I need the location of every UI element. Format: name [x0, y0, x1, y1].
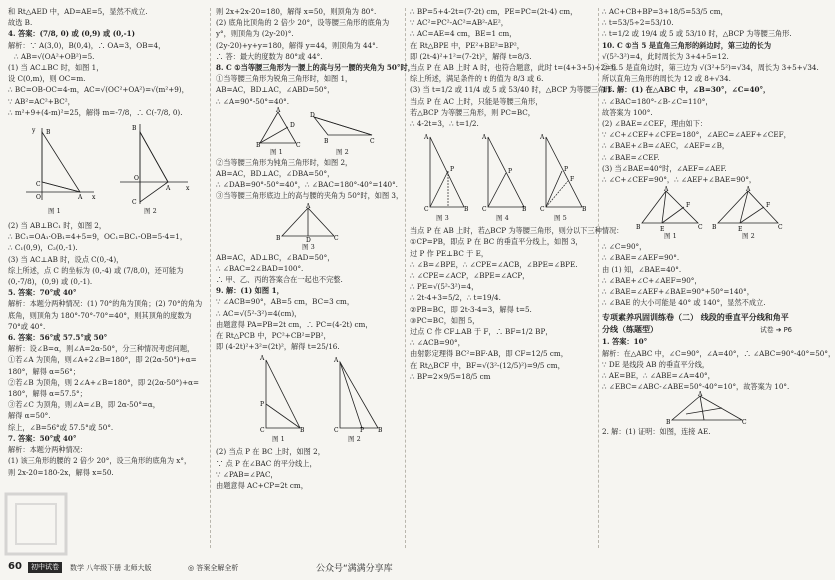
- text-line: ∴ ∠BAE=∠CEF.: [602, 152, 660, 162]
- triangle-figures: [216, 106, 402, 149]
- question-4-answer: 4. 答案：(7/8, 0) 或 (0,9) 或 (0,-1): [8, 29, 135, 39]
- text-line: ∴ ∠BAE=∠AEF=90°.: [602, 253, 680, 263]
- text-line: ∴ 4-2t=3，∴ t=1/2.: [410, 119, 479, 129]
- question-6-answer: 6. 答案：56°或 57.5°或 50°: [8, 333, 108, 343]
- text-line: (3) 当∠BAE=40°时，∠AEF=∠AEF.: [602, 163, 727, 173]
- text-line: 由题意得 PA=PB=2t cm，∴ PC=(4-2t) cm，: [216, 319, 373, 329]
- svg-text:x: x: [92, 194, 96, 202]
- text-line: 过点 C 作 CF⊥AB 于 F，∴ BF=1/2 BP，: [410, 327, 553, 337]
- text-line: AB=AC，BD⊥AC，∠ABD=50°，: [216, 85, 335, 95]
- text-line: y°，则顶角为 (2y-20)°.: [216, 29, 294, 39]
- text-line: ∴ ∠BAE=∠AEF+∠BAE=90°+50°=140°，: [602, 287, 754, 297]
- svg-text:B: B: [522, 206, 527, 214]
- svg-text:y: y: [32, 127, 36, 135]
- text-line: 当点 P 在 AC 上时，只能是等腰三角形，: [410, 96, 543, 106]
- question-11-answer: 11. 解：(1) 在△ABC 中，∠B=30°，∠C=40°，: [602, 85, 771, 95]
- svg-text:B: B: [712, 224, 717, 232]
- text-line: (2y-20)+y+y=180，解得 y=44，则顶角为 44°.: [216, 40, 379, 50]
- column-divider: [405, 8, 406, 548]
- svg-text:B: B: [378, 427, 383, 435]
- text-line: (0,-7/8)，(0,9) 或 (0,-1).: [8, 277, 93, 287]
- text-line: 所以直角三角形的周长为 12 或 8+√34.: [602, 74, 731, 84]
- column-3: [410, 6, 624, 554]
- text-line: ∵ ∠C+∠CEF+∠CFE=180°，∠AEC=∠AEF+∠CEF，: [602, 130, 791, 140]
- text-line: (1) 当 AC⊥BC 时，如图 1，: [8, 63, 104, 73]
- svg-text:A: A: [698, 391, 703, 399]
- text-line: ∴ ∠ACB=90°，: [410, 338, 465, 348]
- text-line: ∵ ∠PAB=∠PAC，: [216, 469, 278, 479]
- text-line: 和 Rt△AED 中，AD=AE=5，显然不成立.: [8, 7, 148, 16]
- text-line: ∴ 2t-4+3=5/2，∴ t=19/4.: [410, 293, 501, 303]
- wechat-watermark-text: 公众号“满满分享库: [316, 564, 393, 574]
- text-line: ∴ AC+CB+BP=3+18/5=53/5 cm，: [602, 7, 728, 16]
- text-line: ①CP=PB，即点 P 在 BC 的垂直平分线上，如图 3，: [410, 237, 583, 247]
- svg-text:P: P: [260, 401, 265, 409]
- text-line: ③若∠C 为顶角，则∠A=∠B，即 2α-50°=α，: [8, 400, 160, 410]
- text-line: 在 Rt△BPE 中，PE²+BE²=BP²，: [410, 40, 524, 50]
- text-line: ∴ ∠BAE+∠B=∠AEC，∠AEF=∠B，: [602, 141, 730, 151]
- corner-stamp-icon: [0, 488, 72, 560]
- svg-text:C: C: [778, 224, 783, 232]
- svg-text:A: A: [276, 106, 281, 114]
- column-divider: [210, 8, 211, 548]
- text-line: ∴ ∠BAC=2∠BAD=100°.: [216, 263, 304, 273]
- page-number: 60: [8, 561, 22, 572]
- section-ref: 试卷 ➔ P6: [759, 326, 792, 335]
- text-line: ∴ BP=5+4-2t=(7-2t) cm，PE=PC=(2t-4) cm，: [410, 7, 578, 16]
- text-line: 解析：本题分两种情况：: [8, 445, 88, 455]
- text-line: ②PB=BC，即 2t-3-4=3，解得 t=5.: [410, 304, 532, 314]
- text-line: ①若∠A 为顶角，则∠A+2∠B=180°，即 2(2α-50°)+α=: [8, 355, 197, 365]
- text-line: ∴ C₁(0,9)，C₂(0,-1).: [8, 243, 78, 253]
- text-line: ∴ ∠DAB=90°-50°=40°，∴ ∠BAC=180°-40°=140°.: [216, 180, 398, 190]
- text-line: ∴ AC=AE=4 cm，BE=1 cm，: [410, 29, 517, 39]
- text-line: ∴ ∠CPE=∠ACP，∠BPE=∠ACP，: [410, 271, 530, 281]
- svg-text:C: C: [36, 181, 41, 189]
- right-triangle-figures: [216, 354, 402, 434]
- svg-text:P: P: [360, 427, 365, 435]
- text-line: 解析：在△ABC 中，∠C=90°，∠A=40°，∴ ∠ABC=90°-40°=50°，: [602, 348, 835, 358]
- text-line: ∴ ∠EBC=∠ABC-∠ABE=50°-40°=10°，故答案为 10°.: [602, 382, 790, 392]
- text-line: ∴ ∠B=∠BPE，∴ ∠CPE=∠ACB，∠BPE=∠BPE.: [410, 259, 578, 269]
- text-line: ②当等腰三角形为钝角三角形时，如图 2，: [216, 157, 353, 167]
- text-line: 在 Rt△BCF 中，BF=√(3²-(12/5)²)=9/5 cm，: [410, 360, 565, 370]
- text-line: 综上所述，满足条件的 t 的值为 8/3 或 6.: [410, 74, 544, 84]
- text-line: ∴ ∠C=90°，: [602, 242, 647, 252]
- text-line: ∴ AB=√(OA²+OB²)=5.: [14, 51, 95, 61]
- svg-text:A: A: [664, 186, 669, 194]
- svg-text:C: C: [296, 141, 301, 149]
- text-line: 解析：设∠B=α，则∠A=2α-50°，分三种情况考虑问题，: [8, 344, 195, 354]
- question-5-answer: 5. 答案：70°或 40°: [8, 288, 77, 298]
- column-1: [8, 6, 204, 554]
- text-line: AB=AC，BD⊥AC，∠DBA=50°，: [216, 169, 335, 179]
- right-triangle-cases: [410, 131, 594, 213]
- text-line: (2) 当 AB⊥BC₁ 时，如图 2，: [8, 221, 107, 231]
- svg-text:D: D: [310, 111, 315, 119]
- svg-text:C: C: [334, 234, 339, 242]
- question-9-answer: 9. 解：(1) 如图 1，: [216, 286, 284, 296]
- text-line: (3) 当 AC⊥AB 时，设点 C(0,-4)，: [8, 254, 124, 264]
- isosceles-figure: [216, 204, 402, 242]
- text-line: ∴ t=53/5÷2=53/10.: [602, 18, 674, 28]
- text-line: 在 Rt△PCB 中，PC²+CB²=PB²，: [216, 331, 331, 341]
- text-line: ③PC=BC，如图 5，: [410, 315, 480, 325]
- text-line: ∴ BC₁=OA₁·OB₁=4+5=9，OC₁=BC₁-OB=5-4=1，: [8, 232, 188, 242]
- svg-text:C: C: [260, 427, 265, 435]
- text-line: (2) ∠BAE=∠CEF，理由如下：: [602, 119, 708, 129]
- text-line: 2. 解：(1) 证明：如图，连接 AE.: [602, 427, 711, 437]
- figure-caption: 图 4: [496, 214, 509, 223]
- figure-single: [216, 204, 402, 250]
- svg-text:A: A: [166, 185, 171, 193]
- text-line: 解析：本题分两种情况：(1) 70°的角为顶角；(2) 70°的角为: [8, 299, 203, 309]
- svg-text:C: C: [698, 224, 703, 232]
- text-line: ②若∠B 为顶角，则 2∠A+∠B=180°，即 2(2α-50°)+α=: [8, 377, 199, 387]
- text-line: 综上，∠B=56°或 57.5°或 50°.: [8, 422, 114, 432]
- svg-text:C: C: [424, 206, 429, 214]
- figure-pair: [8, 120, 204, 218]
- text-line: (2) 底角比顶角的 2 倍少 20°，设等腰三角形的底角为: [216, 18, 390, 28]
- svg-text:D: D: [290, 121, 295, 129]
- text-line: 即 (2t-4)²+1²=(7-2t)²，解得 t=8/3.: [410, 51, 532, 61]
- svg-text:D: D: [306, 236, 311, 244]
- text-line: 当点 P 在 AB 上时 A 时，也符合题意，此时 t=(4+3+5)÷2=6.: [410, 63, 619, 73]
- figure-pair: [602, 187, 792, 239]
- text-line: 综上所述，点 C 的坐标为 (0,-4) 或 (7/8,0)，还可能为: [8, 265, 184, 275]
- svg-text:B: B: [582, 206, 587, 214]
- triangle-efb-figures: [602, 186, 792, 234]
- svg-text:B: B: [256, 141, 261, 149]
- text-line: ∵ ∠ACB=90°，AB=5 cm，BC=3 cm，: [216, 297, 355, 307]
- section-title: [602, 312, 792, 336]
- column-4: [602, 6, 835, 554]
- svg-text:B: B: [276, 234, 281, 242]
- series-label: 数学 八年级下册 北师大版: [70, 564, 152, 572]
- figure-pair: [216, 106, 402, 156]
- svg-text:P: P: [564, 166, 569, 174]
- svg-text:E: E: [738, 226, 743, 234]
- svg-text:A: A: [260, 355, 265, 363]
- text-line: 180°，解得 α=57.5°；: [8, 389, 87, 399]
- text-line: AB=AC，AD⊥BC，∠BAD=50°，: [216, 252, 335, 262]
- column-2: [216, 6, 415, 554]
- text-line: 180°，解得 α=56°；: [8, 366, 80, 376]
- text-line: ∵ AC²=PC²-AC²=AB²-AE²，: [410, 18, 508, 28]
- text-line: ∴ ∠BAE 的大小可能是 40° 或 140°，显然不成立.: [602, 298, 766, 308]
- svg-text:C: C: [540, 206, 545, 214]
- text-line: ∴ 答：最大的度数为 80°或 44°.: [216, 51, 323, 61]
- svg-text:C: C: [132, 199, 137, 207]
- text-line: ∴ AC=√(5²-3²)=4(cm)，: [216, 308, 302, 318]
- text-line: ①当等腰三角形为锐角三角形时，如图 1，: [216, 74, 353, 84]
- section-title-line1: 专项素养巩固训练卷（二） 线段的垂直平分线和角平: [602, 313, 789, 323]
- svg-text:B: B: [300, 427, 305, 435]
- page-footer: [8, 560, 792, 576]
- figure-caption: 图 1: [270, 147, 283, 156]
- text-line: 过 P 作 PE⊥BC 于 E，: [410, 248, 489, 258]
- answer-label: ◎ 答案全解全析: [188, 564, 239, 572]
- svg-text:C: C: [742, 419, 747, 427]
- text-line: 底角，则顶角为 180°-70°-70°=40°，则其顶角的度数为: [8, 310, 192, 320]
- svg-text:A: A: [424, 134, 429, 142]
- figure-caption: 图 2: [144, 207, 157, 216]
- figure-pair: [216, 354, 402, 444]
- text-line: ∴ BP=2×9/5=18/5 cm: [410, 371, 491, 381]
- text-line: 即 (4-2t)²+3²=(2t)²，解得 t=25/16.: [216, 342, 340, 352]
- text-line: 由射影定理得 BC²=BF·AB，即 CF=12/5 cm，: [410, 349, 568, 359]
- svg-text:P: P: [450, 166, 455, 174]
- figure-single: [602, 391, 792, 427]
- text-line: ∴ ∠BAE+∠C+∠AEF=90°，: [602, 275, 702, 285]
- text-line: ∵ AB²=AC²+BC²，: [8, 96, 75, 106]
- text-line: 70°或 40°.: [8, 321, 46, 331]
- figure-caption: 图 2: [742, 232, 755, 241]
- text-line: 则 2x-20=180-2x，解得 x=50.: [8, 467, 114, 477]
- svg-text:B: B: [636, 224, 641, 232]
- svg-text:C: C: [334, 427, 339, 435]
- svg-text:F: F: [570, 176, 575, 184]
- figure-caption: 图 2: [348, 435, 361, 444]
- svg-text:A: A: [540, 134, 545, 142]
- figure-caption: 图 3: [436, 214, 449, 223]
- svg-text:C: C: [370, 137, 375, 145]
- figure-caption: 图 3: [302, 242, 315, 251]
- text-line: 则 2x+2x-20=180，解得 x=50，则顶角为 80°.: [216, 7, 377, 16]
- figure-caption: 图 5: [554, 214, 567, 223]
- figure-caption: 图 2: [336, 147, 349, 156]
- section-title-line2: 分线（练题型）: [602, 325, 658, 335]
- text-line: (2) 当点 P 在 BC 上时，如图 2，: [216, 447, 325, 457]
- question-8-answer: 8. C ①当等腰三角形为一腰上的高与另一腰的夹角为 50°时，: [216, 63, 415, 73]
- text-line: 解得 α=50°.: [8, 411, 51, 421]
- text-line: ∴ m²+9+(4-m)²=25，解得 m=-7/8，∴ C(-7/8, 0).: [8, 107, 183, 117]
- text-line: ∴ BC=OB-OC=4-m，AC=√(OC²+OA²)=√(m²+9)，: [8, 85, 189, 95]
- text-line: 由 (1) 知，∠BAE=40°.: [602, 264, 682, 274]
- svg-text:C: C: [482, 206, 487, 214]
- text-line: 由题意得 AC+CP=2t cm，: [216, 481, 308, 491]
- text-line: ∴ ∠BAC=180°-∠B-∠C=110°，: [602, 96, 713, 106]
- svg-text:A: A: [334, 357, 339, 365]
- svg-text:A: A: [746, 186, 751, 194]
- text-line: ③当等腰三角形底边上的高与腰的夹角为 50°时，如图 3，: [216, 191, 404, 201]
- text-line: 解析：∵ A(3,0)，B(0,4)，∴ OA=3，OB=4，: [8, 40, 166, 50]
- text-line: ∵ 点 P 在∠BAC 的平分线上，: [216, 458, 317, 468]
- figure-caption: 图 1: [272, 435, 285, 444]
- question-10-answer: 10. C ①当 5 是直角三角形的斜边时，第三边的长为: [602, 40, 772, 50]
- text-line: ∴ ∠C+∠CEF=90°，∴ ∠AEF+∠BAE=90°，: [602, 175, 757, 185]
- svg-text:P: P: [508, 168, 513, 176]
- svg-text:O: O: [134, 175, 139, 183]
- svg-text:F: F: [686, 202, 691, 210]
- text-line: (3) 当 t=1/2 或 11/4 或 5 或 53/40 时，△BCP 为等腰三角形.: [410, 85, 615, 95]
- svg-text:B: B: [46, 129, 51, 137]
- text-line: √(5²-3²)=4，此时周长为 3+4+5=12.: [602, 51, 729, 61]
- svg-text:E: E: [660, 226, 665, 234]
- text-line: 若△BCP 为等腰三角形，则 PC=BC，: [410, 107, 535, 117]
- figure-caption: 图 1: [48, 207, 61, 216]
- bisector-figure: [602, 391, 792, 427]
- question-7-answer: 7. 答案：50°或 40°: [8, 433, 77, 443]
- svg-text:A: A: [78, 194, 83, 202]
- svg-text:F: F: [766, 202, 771, 210]
- text-line: 故答案为 100°.: [602, 107, 653, 117]
- svg-text:B: B: [132, 125, 137, 133]
- svg-text:A: A: [482, 134, 487, 142]
- text-line: ∴ 甲、乙、丙的答案合在一起也不完整.: [216, 275, 343, 285]
- svg-text:A: A: [306, 202, 311, 210]
- text-line: (1) 该三角形的腰的 2 倍少 20°，设三角形的底角为 x°，: [8, 456, 192, 466]
- svg-text:O: O: [36, 194, 41, 202]
- svg-text:B: B: [666, 419, 671, 427]
- text-line: ∴ PE=√(5²-3²)=4，: [410, 282, 479, 292]
- brand-badge: 初中试卷: [28, 562, 62, 573]
- svg-text:x: x: [186, 185, 190, 193]
- svg-text:B: B: [324, 137, 329, 145]
- figure-triple: [410, 131, 594, 223]
- text-line: 当点 P 在 AB 上时，若△BCP 为等腰三角形，则分以下三种情况：: [410, 226, 624, 236]
- figure-caption: 图 1: [664, 232, 677, 241]
- question-1-answer: 1. 答案：10°: [602, 337, 648, 347]
- text-line: ∵ DE 是线段 AB 的垂直平分线，: [602, 359, 710, 369]
- text-line: ∴ ∠A=90°-50°=40°.: [216, 96, 290, 106]
- text-line: ∴ t=1/2 或 19/4 或 5 或 53/10 时，△BCP 为等腰三角形.: [602, 29, 792, 39]
- svg-text:B: B: [464, 206, 469, 214]
- text-line: ②当 5 是直角边时，第三边为 √(3²+5²)=√34，周长为 3+5+√34.: [602, 63, 819, 73]
- text-line: 故选 B.: [8, 18, 33, 28]
- text-line: 设 C(0,m)，则 OC=m.: [8, 74, 86, 84]
- text-line: ∴ AE=BE，∴ ∠ABE=∠A=40°，: [602, 371, 715, 381]
- coordinate-figures: [8, 120, 204, 206]
